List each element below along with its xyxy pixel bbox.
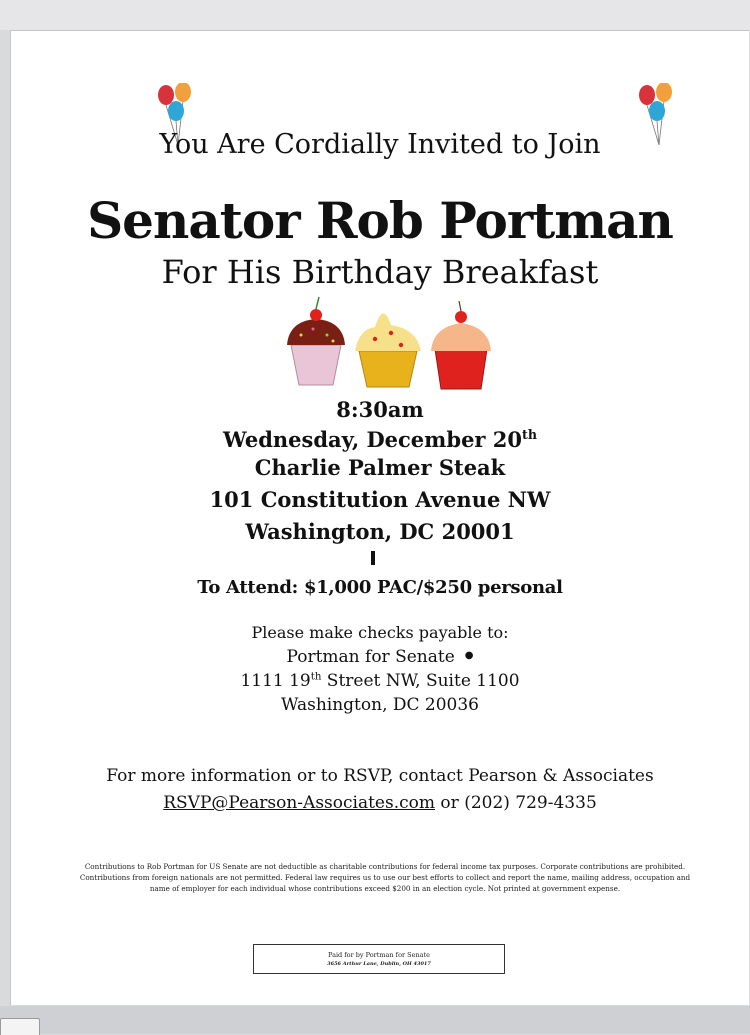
- attendance-cost: To Attend: $1,000 PAC/$250 personal: [197, 577, 563, 598]
- honoree-name: Senator Rob Portman: [87, 191, 673, 250]
- payment-street: [11, 671, 749, 691]
- payment-street-suffix: th: [310, 671, 322, 683]
- event-date: [11, 427, 749, 452]
- payment-street-rest: Street NW, Suite 1100: [321, 671, 520, 691]
- paid-for-line: Paid for by Portman for Senate: [327, 951, 430, 959]
- event-date-text: Wednesday, December 20: [222, 427, 523, 452]
- contact-details: [11, 793, 749, 813]
- event-city: Washington, DC 20001: [245, 519, 515, 544]
- bullet-dot-icon: ●: [464, 650, 474, 661]
- event-venue: Charlie Palmer Steak: [254, 455, 506, 480]
- event-time: 8:30am: [336, 397, 424, 422]
- payment-street-number: 1111 19: [240, 671, 311, 691]
- viewer-top-bar: [0, 0, 750, 30]
- divider-mark: [371, 551, 375, 565]
- cupcakes-icon: [283, 293, 493, 393]
- payment-instruction: Please make checks payable to:: [251, 623, 509, 642]
- paid-for-box: [253, 944, 505, 974]
- payment-payee: [11, 647, 749, 667]
- legal-disclaimer: Contributions to Rob Portman for US Senate are not deductible as charitable contributions for federal income tax purposes. Corporate contributions are prohibited. Contributions from foreign nationals are not permitted. Federal law requires us to use our best efforts to collect and report the name, mailing address, occupation and name of employer for each individual whose contributions exceed $200 in an election cycle. Not printed at government expense.: [79, 862, 691, 893]
- contact-phone: (202) 729-4335: [464, 793, 597, 813]
- contact-line: For more information or to RSVP, contact Pearson & Associates: [106, 766, 654, 786]
- viewer-tab[interactable]: [0, 1018, 40, 1035]
- payment-city: Washington, DC 20036: [280, 695, 479, 715]
- event-title: For His Birthday Breakfast: [161, 253, 599, 291]
- invite-intro: You Are Cordially Invited to Join: [159, 129, 601, 160]
- viewer-bottom-bar: [0, 1006, 750, 1034]
- payee-name: Portman for Senate: [286, 647, 455, 667]
- event-date-suffix: th: [522, 427, 538, 442]
- contact-separator: or: [440, 793, 459, 813]
- invitation-page: [10, 30, 749, 1005]
- rsvp-email-link[interactable]: RSVP@Pearson-Associates.com: [163, 793, 435, 813]
- event-street: 101 Constitution Avenue NW: [209, 487, 551, 512]
- paid-for-address: 3656 Arthur Lane, Dublin, OH 43017: [327, 961, 431, 967]
